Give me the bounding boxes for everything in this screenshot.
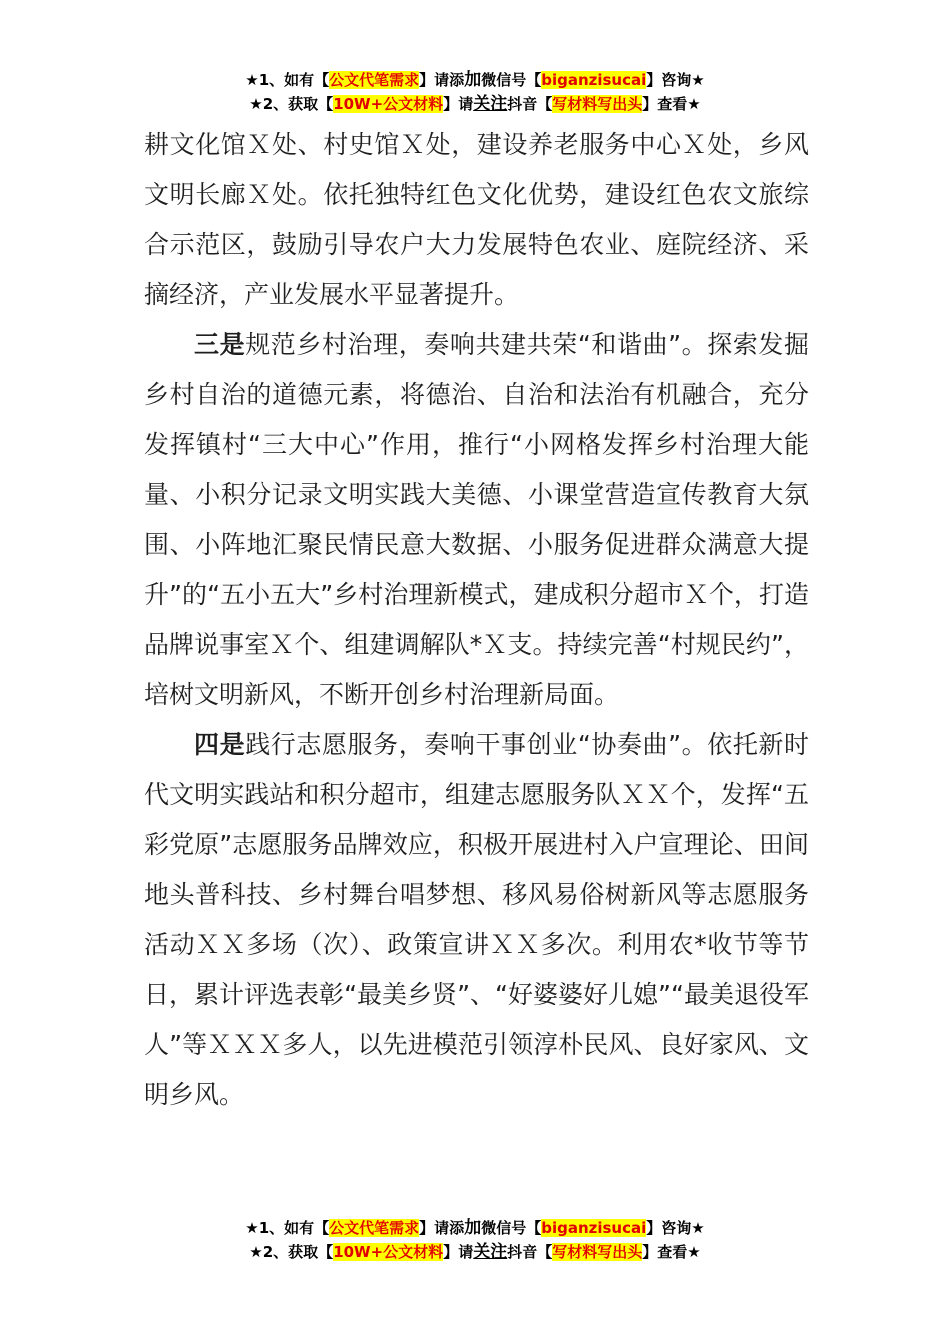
paragraph-lead: 四是 <box>194 730 246 759</box>
banner-line-2 <box>0 92 950 116</box>
banner-text: 】请添 <box>419 71 465 89</box>
banner-line-2 <box>0 1240 950 1264</box>
banner-highlight: 10W+公文材料 <box>333 95 444 113</box>
banner-highlight-douyin: 写材料写出头 <box>552 95 643 113</box>
banner-text: ★1、如有【 <box>245 71 330 89</box>
banner-highlight: 公文代笔需求 <box>329 1219 420 1237</box>
banner-text: 抖音【 <box>507 95 553 113</box>
banner-highlight: 10W+公文材料 <box>333 1243 444 1261</box>
header-banner <box>0 68 950 116</box>
banner-emphasis: 关注 <box>473 94 508 114</box>
banner-highlight: 公文代笔需求 <box>329 71 420 89</box>
banner-highlight-douyin: 写材料写出头 <box>552 1243 643 1261</box>
paragraph-four <box>144 720 809 1120</box>
banner-text: 微信号【 <box>481 71 542 89</box>
banner-line-1 <box>0 1216 950 1240</box>
paragraph-body: 规范乡村治理，奏响共建共荣“和谐曲”。探索发掘乡村自治的道德元素，将德治、自治和法治有机融合，充分发挥镇村“三大中心”作用，推行“小网格发挥乡村治理大能量、小积分记录文明实践大美德、小课堂营造宣传教育大氛围、小阵地汇聚民情民意大数据、小服务促进群众满意大提升”的“五小五大”乡村治理新模式，建成积分超市Ｘ个，打造品牌说事室Ｘ个、组建调解队*Ｘ支。持续完善“村规民约”，培树文明新风，不断开创乡村治理新局面。 <box>144 330 809 709</box>
banner-highlight-wechat: biganzisucai <box>541 1219 647 1237</box>
banner-text: ★1、如有【 <box>245 1219 330 1237</box>
banner-emphasis: 关注 <box>473 1242 508 1262</box>
banner-line-1 <box>0 68 950 92</box>
document-body <box>144 120 809 1120</box>
banner-text: 】请添 <box>419 1219 465 1237</box>
banner-text: 】咨询★ <box>646 1219 705 1237</box>
banner-text: 抖音【 <box>507 1243 553 1261</box>
paragraph-continued: 耕文化馆Ｘ处、村史馆Ｘ处，建设养老服务中心Ｘ处，乡风文明长廊Ｘ处。依托独特红色文化优势，建设红色农文旅综合示范区，鼓励引导农户大力发展特色农业、庭院经济、采摘经济，产业发展水平显著提升。 <box>144 130 809 309</box>
banner-text: 】请 <box>443 95 474 113</box>
paragraph-three <box>144 320 809 720</box>
banner-text: 】咨询★ <box>646 71 705 89</box>
banner-text: 】查看★ <box>642 1243 701 1261</box>
banner-text: 】请 <box>443 1243 474 1261</box>
banner-highlight-wechat: biganzisucai <box>541 71 647 89</box>
footer-banner <box>0 1216 950 1264</box>
paragraph-body: 践行志愿服务，奏响干事创业“协奏曲”。依托新时代文明实践站和积分超市，组建志愿服务队ＸＸ个，发挥“五彩党原”志愿服务品牌效应，积极开展进村入户宣理论、田间地头普科技、乡村舞台唱梦想、移风易俗树新风等志愿服务活动ＸＸ多场（次）、政策宣讲ＸＸ多次。利用农*收节等节日，累计评选表彰“最美乡贤”、“好婆婆好儿媳”“最美退役军人”等ＸＸＸ多人，以先进模范引领淳朴民风、良好家风、文明乡风。 <box>144 730 809 1109</box>
paragraph-lead: 三是 <box>194 330 246 359</box>
banner-text: ★2、获取【 <box>249 95 334 113</box>
banner-emphasis: 加 <box>464 1218 482 1238</box>
banner-text: 微信号【 <box>481 1219 542 1237</box>
banner-emphasis: 加 <box>464 70 482 90</box>
banner-text: ★2、获取【 <box>249 1243 334 1261</box>
banner-text: 】查看★ <box>642 95 701 113</box>
